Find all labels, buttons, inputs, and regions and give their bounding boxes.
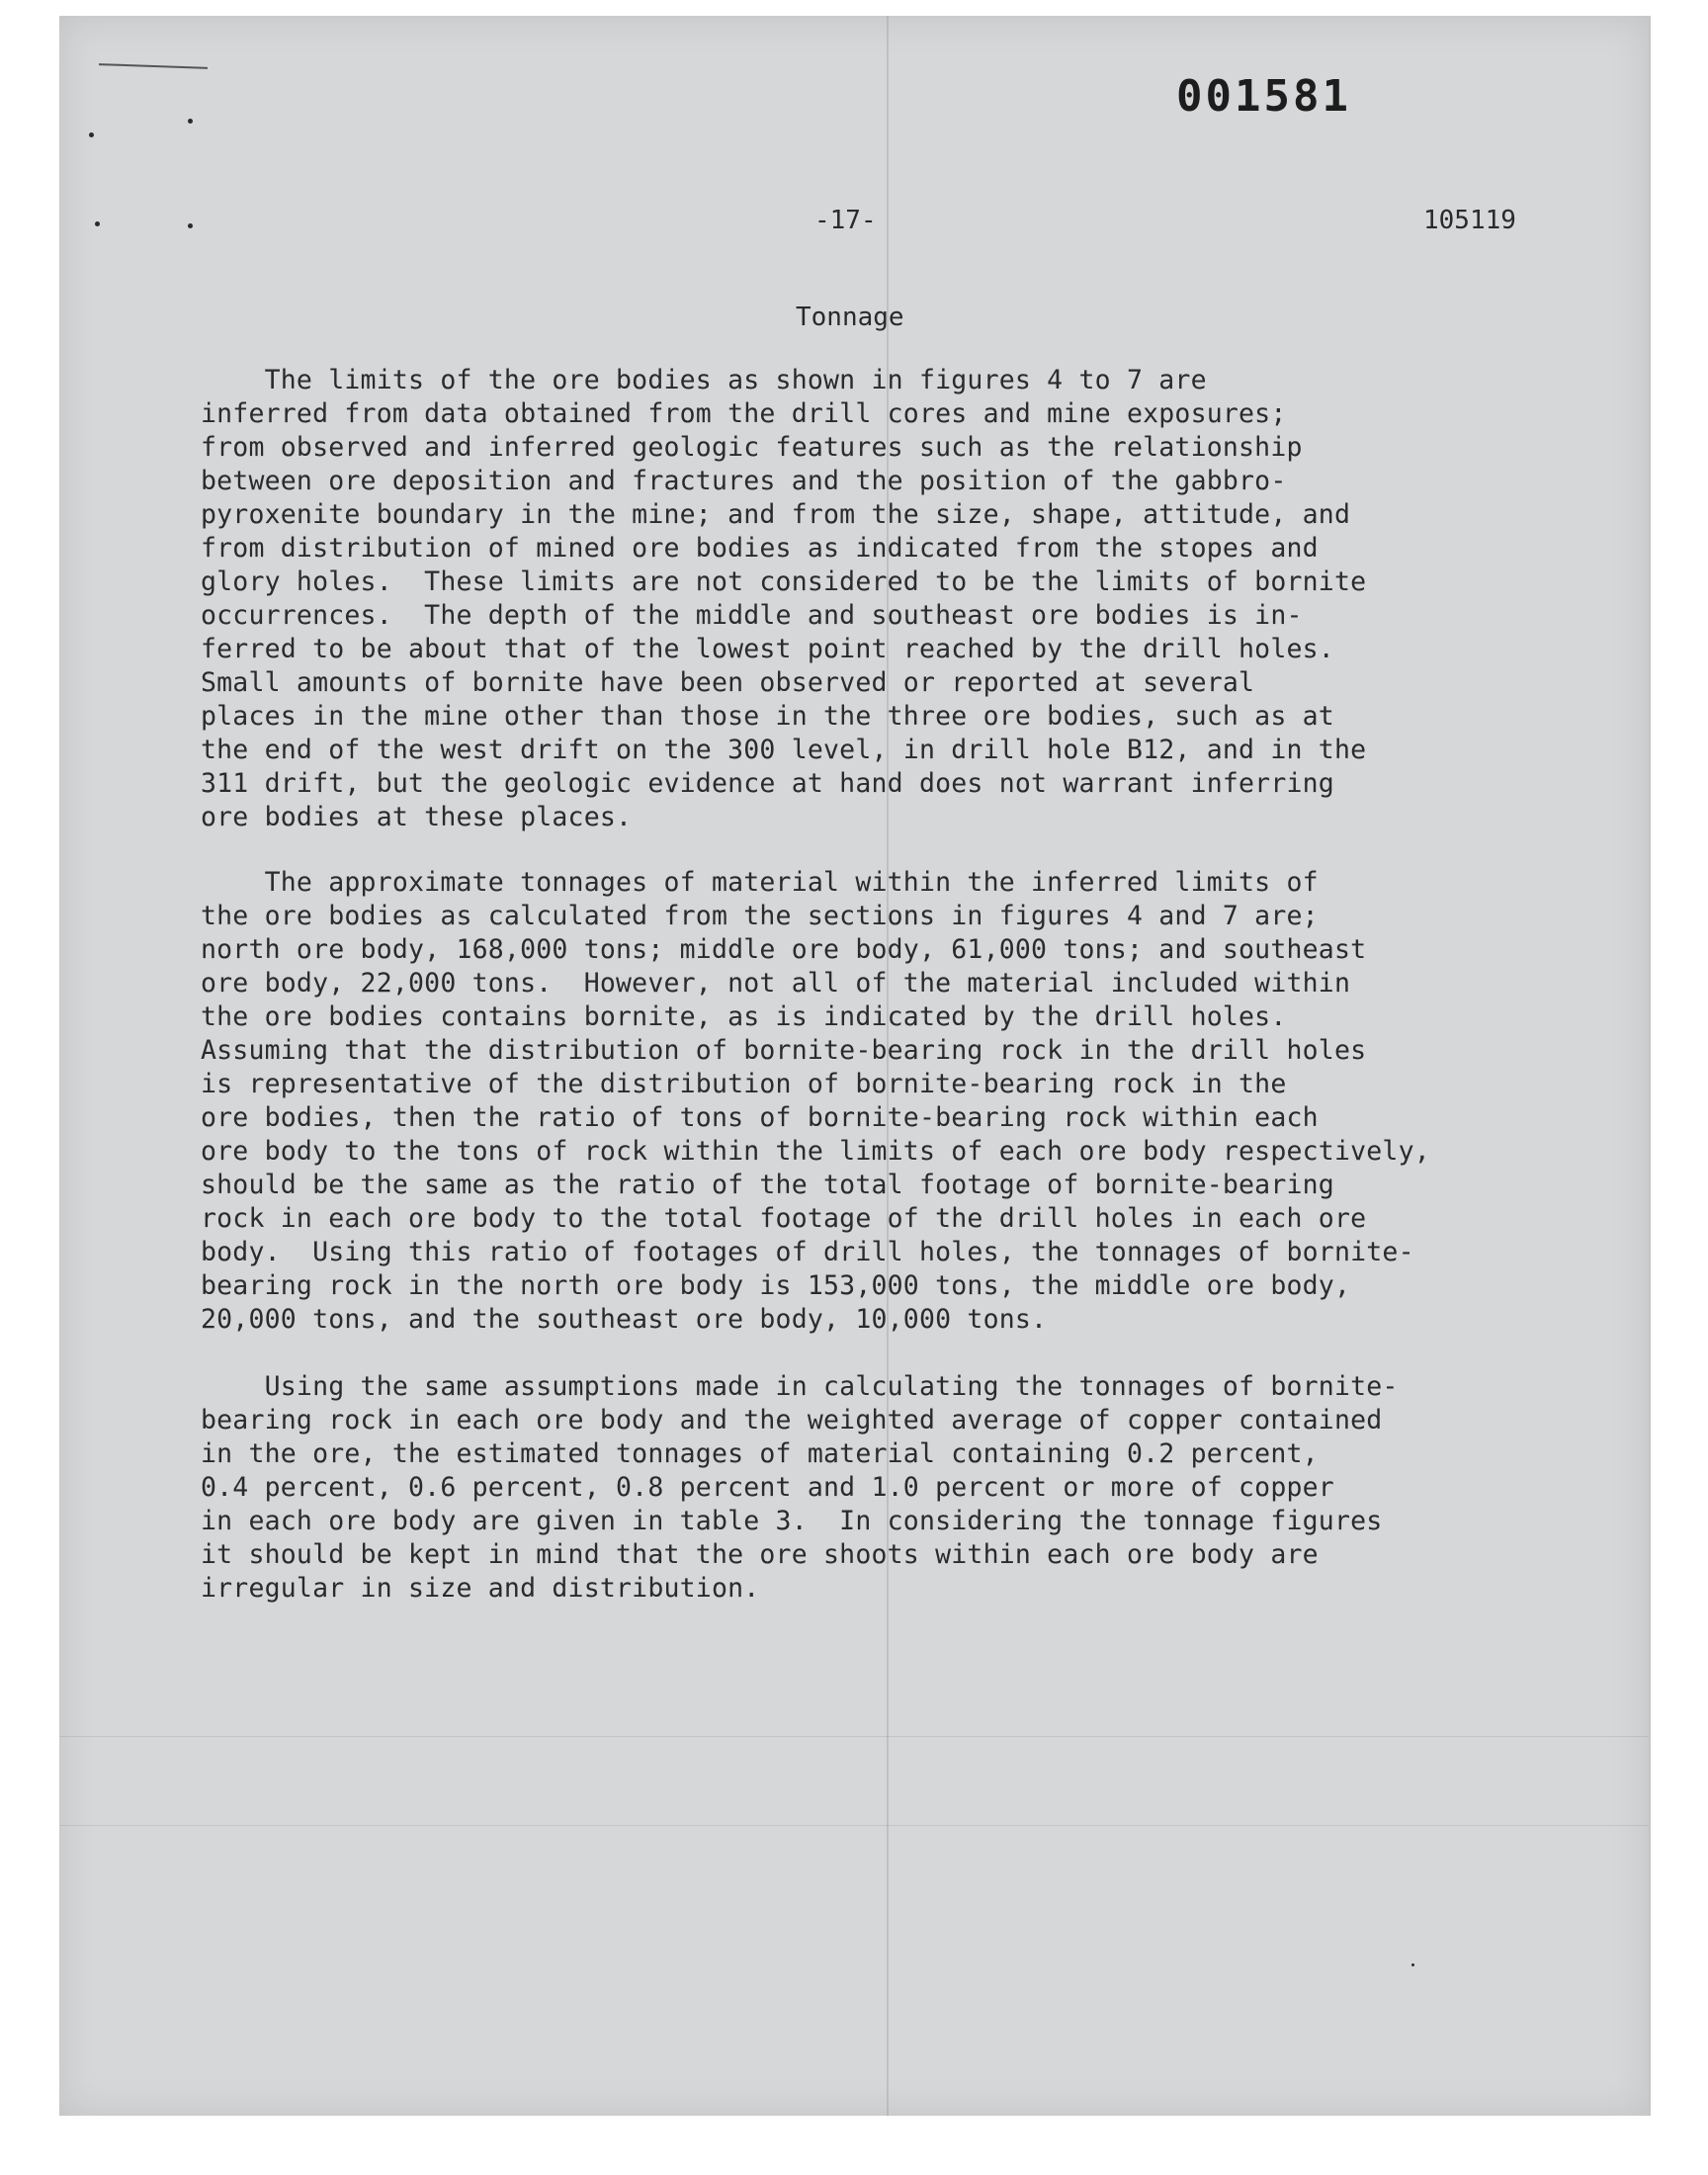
text-line: in each ore body are given in table 3. In considering the tonnage figures bbox=[201, 1506, 1383, 1536]
page-number: -17- bbox=[814, 206, 877, 235]
text-line: ore body, 22,000 tons. However, not all of the material included within bbox=[201, 968, 1351, 999]
stamp-number: 001581 bbox=[1176, 71, 1351, 122]
bleed-through-rule bbox=[59, 1825, 1649, 1826]
ink-speck bbox=[95, 221, 100, 226]
text-line: is representative of the distribution of bornite-bearing rock in the bbox=[201, 1069, 1287, 1099]
text-line: Assuming that the distribution of bornite-bearing rock in the drill holes bbox=[201, 1035, 1367, 1066]
text-line: rock in each ore body to the total footage of the drill holes in each ore bbox=[201, 1203, 1367, 1234]
text-line: glory holes. These limits are not considered to be the limits of bornite bbox=[201, 566, 1367, 597]
text-line: in the ore, the estimated tonnages of material containing 0.2 percent, bbox=[201, 1438, 1319, 1469]
text-line: body. Using this ratio of footages of drill holes, the tonnages of bornite- bbox=[201, 1237, 1414, 1267]
bleed-through-rule bbox=[59, 1736, 1649, 1737]
text-line: ore body to the tons of rock within the limits of each ore body respectively, bbox=[201, 1136, 1430, 1167]
document-page bbox=[59, 16, 1651, 2116]
text-line: Small amounts of bornite have been observed or reported at several bbox=[201, 667, 1255, 698]
pen-mark bbox=[99, 63, 208, 69]
text-line: 311 drift, but the geologic evidence at hand does not warrant inferring bbox=[201, 768, 1334, 799]
text-line: ore bodies, then the ratio of tons of bornite-bearing rock within each bbox=[201, 1102, 1319, 1133]
ink-speck bbox=[1411, 1963, 1414, 1966]
text-line: pyroxenite boundary in the mine; and from the size, shape, attitude, and bbox=[201, 499, 1351, 530]
ink-speck bbox=[188, 223, 193, 228]
text-line: Using the same assumptions made in calculating the tonnages of bornite- bbox=[201, 1371, 1399, 1402]
text-line: The limits of the ore bodies as shown in figures 4 to 7 are bbox=[201, 365, 1207, 395]
text-line: north ore body, 168,000 tons; middle ore body, 61,000 tons; and southeast bbox=[201, 934, 1367, 965]
text-line: ferred to be about that of the lowest point reached by the drill holes. bbox=[201, 634, 1334, 664]
text-line: 20,000 tons, and the southeast ore body, 10,000 tons. bbox=[201, 1304, 1048, 1335]
text-line: the ore bodies contains bornite, as is indicated by the drill holes. bbox=[201, 1001, 1287, 1032]
paragraph-1 bbox=[201, 364, 1584, 834]
paragraph-3 bbox=[201, 1370, 1584, 1606]
text-line: bearing rock in each ore body and the weighted average of copper contained bbox=[201, 1405, 1383, 1436]
text-line: it should be kept in mind that the ore shoots within each ore body are bbox=[201, 1539, 1319, 1570]
text-line: the end of the west drift on the 300 level, in drill hole B12, and in the bbox=[201, 735, 1367, 765]
text-line: irregular in size and distribution. bbox=[201, 1573, 760, 1604]
text-line: should be the same as the ratio of the total footage of bornite-bearing bbox=[201, 1170, 1334, 1200]
ink-speck bbox=[89, 132, 94, 137]
text-line: the ore bodies as calculated from the sections in figures 4 and 7 are; bbox=[201, 901, 1319, 931]
text-line: from distribution of mined ore bodies as indicated from the stopes and bbox=[201, 533, 1319, 564]
section-title: Tonnage bbox=[796, 303, 904, 332]
document-number: 105119 bbox=[1423, 206, 1516, 235]
text-line: 0.4 percent, 0.6 percent, 0.8 percent and 1.0 percent or more of copper bbox=[201, 1472, 1334, 1503]
text-line: places in the mine other than those in the three ore bodies, such as at bbox=[201, 701, 1334, 732]
paragraph-2 bbox=[201, 866, 1584, 1337]
text-line: bearing rock in the north ore body is 153,000 tons, the middle ore body, bbox=[201, 1270, 1351, 1301]
text-line: inferred from data obtained from the drill cores and mine exposures; bbox=[201, 398, 1287, 429]
ink-speck bbox=[188, 119, 193, 124]
text-line: ore bodies at these places. bbox=[201, 802, 633, 832]
text-line: from observed and inferred geologic features such as the relationship bbox=[201, 432, 1303, 463]
text-line: The approximate tonnages of material within the inferred limits of bbox=[201, 867, 1319, 898]
text-line: occurrences. The depth of the middle and southeast ore bodies is in- bbox=[201, 600, 1303, 631]
text-line: between ore deposition and fractures and the position of the gabbro- bbox=[201, 466, 1287, 496]
